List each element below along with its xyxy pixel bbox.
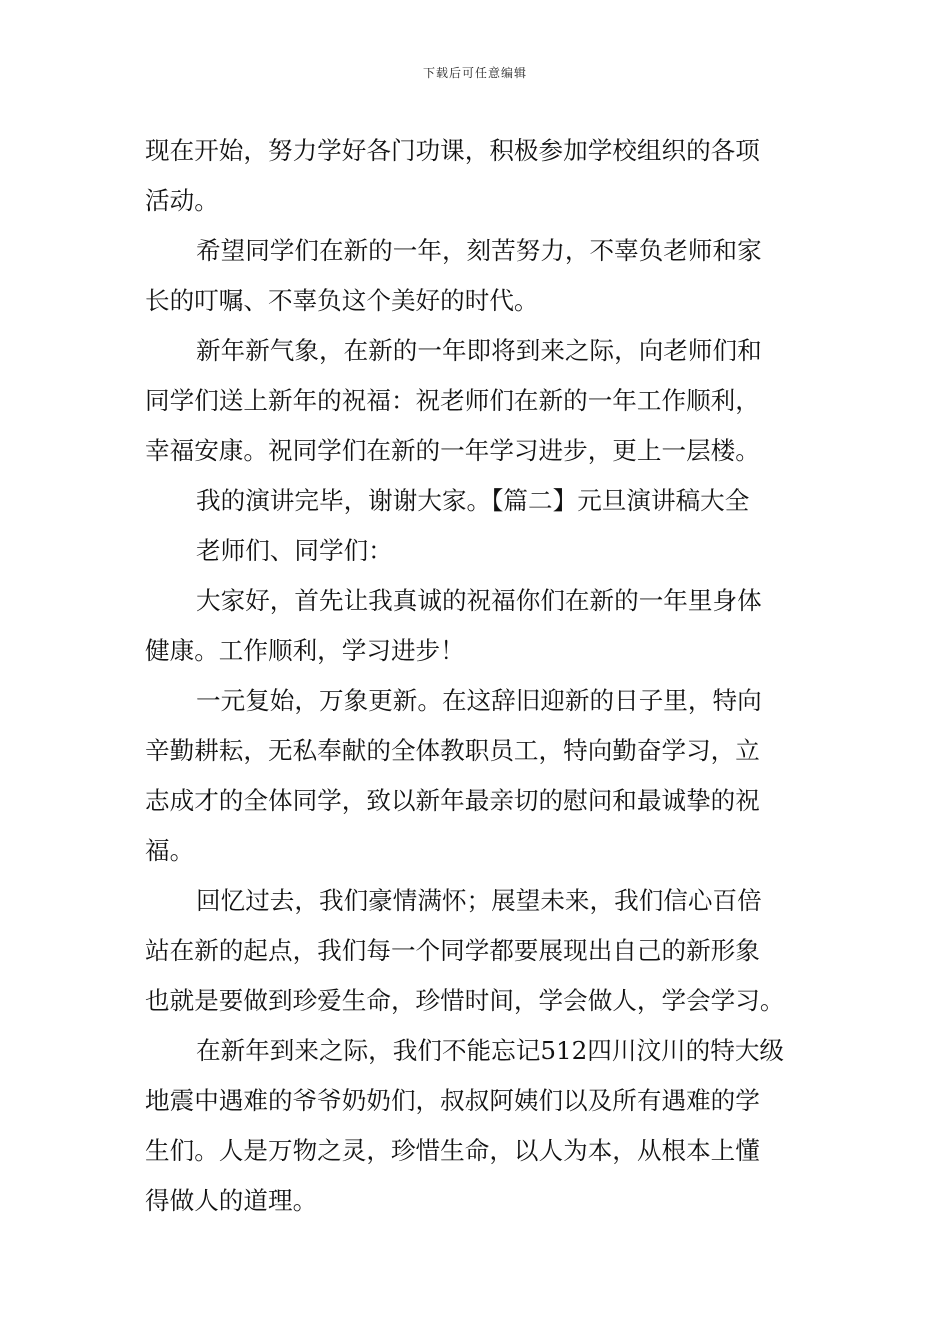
text-line: 辛勤耕耘，无私奉献的全体教职员工，特向勤奋学习，立: [145, 736, 760, 765]
text-line: 生们。人是万物之灵，珍惜生命，以人为本，从根本上懂: [145, 1136, 760, 1165]
text-line: 福。: [145, 836, 195, 865]
text-line: 一元复始，万象更新。在这辞旧迎新的日子里，特向: [196, 686, 762, 715]
text-line: 我的演讲完毕，谢谢大家。【篇二】元旦演讲稿大全: [196, 486, 750, 515]
text-line: 地震中遇难的爷爷奶奶们，叔叔阿姨们以及所有遇难的学: [145, 1086, 760, 1115]
text-line: 站在新的起点，我们每一个同学都要展现出自己的新形象: [145, 936, 760, 965]
page-header: 下载后可任意编辑: [422, 66, 527, 80]
text-line: 现在开始，努力学好各门功课，积极参加学校组织的各项: [145, 136, 760, 165]
document-body: [145, 126, 810, 1226]
text-line: 健康。工作顺利，学习进步！: [145, 636, 465, 665]
text-line: 新年新气象，在新的一年即将到来之际，向老师们和: [196, 336, 762, 365]
text-line: 在新年到来之际，我们不能忘记512四川汶川的特大级: [196, 1036, 785, 1065]
text-line: 希望同学们在新的一年，刻苦努力，不辜负老师和家: [196, 236, 762, 265]
text-line: 大家好，首先让我真诚的祝福你们在新的一年里身体: [196, 586, 762, 615]
text-line: 同学们送上新年的祝福：祝老师们在新的一年工作顺利，: [145, 386, 760, 415]
text-line: 幸福安康。祝同学们在新的一年学习进步，更上一层楼。: [145, 436, 760, 465]
text-line: 志成才的全体同学，致以新年最亲切的慰问和最诚挚的祝: [145, 786, 760, 815]
text-line: 老师们、同学们：: [196, 536, 393, 565]
text-line: 得做人的道理。: [145, 1186, 318, 1215]
text-line: 回忆过去，我们豪情满怀；展望未来，我们信心百倍: [196, 886, 762, 915]
text-line: 活动。: [145, 186, 219, 215]
text-line: 长的叮嘱、不辜负这个美好的时代。: [145, 286, 539, 315]
text-line: 也就是要做到珍爱生命，珍惜时间，学会做人，学会学习。: [145, 986, 785, 1015]
